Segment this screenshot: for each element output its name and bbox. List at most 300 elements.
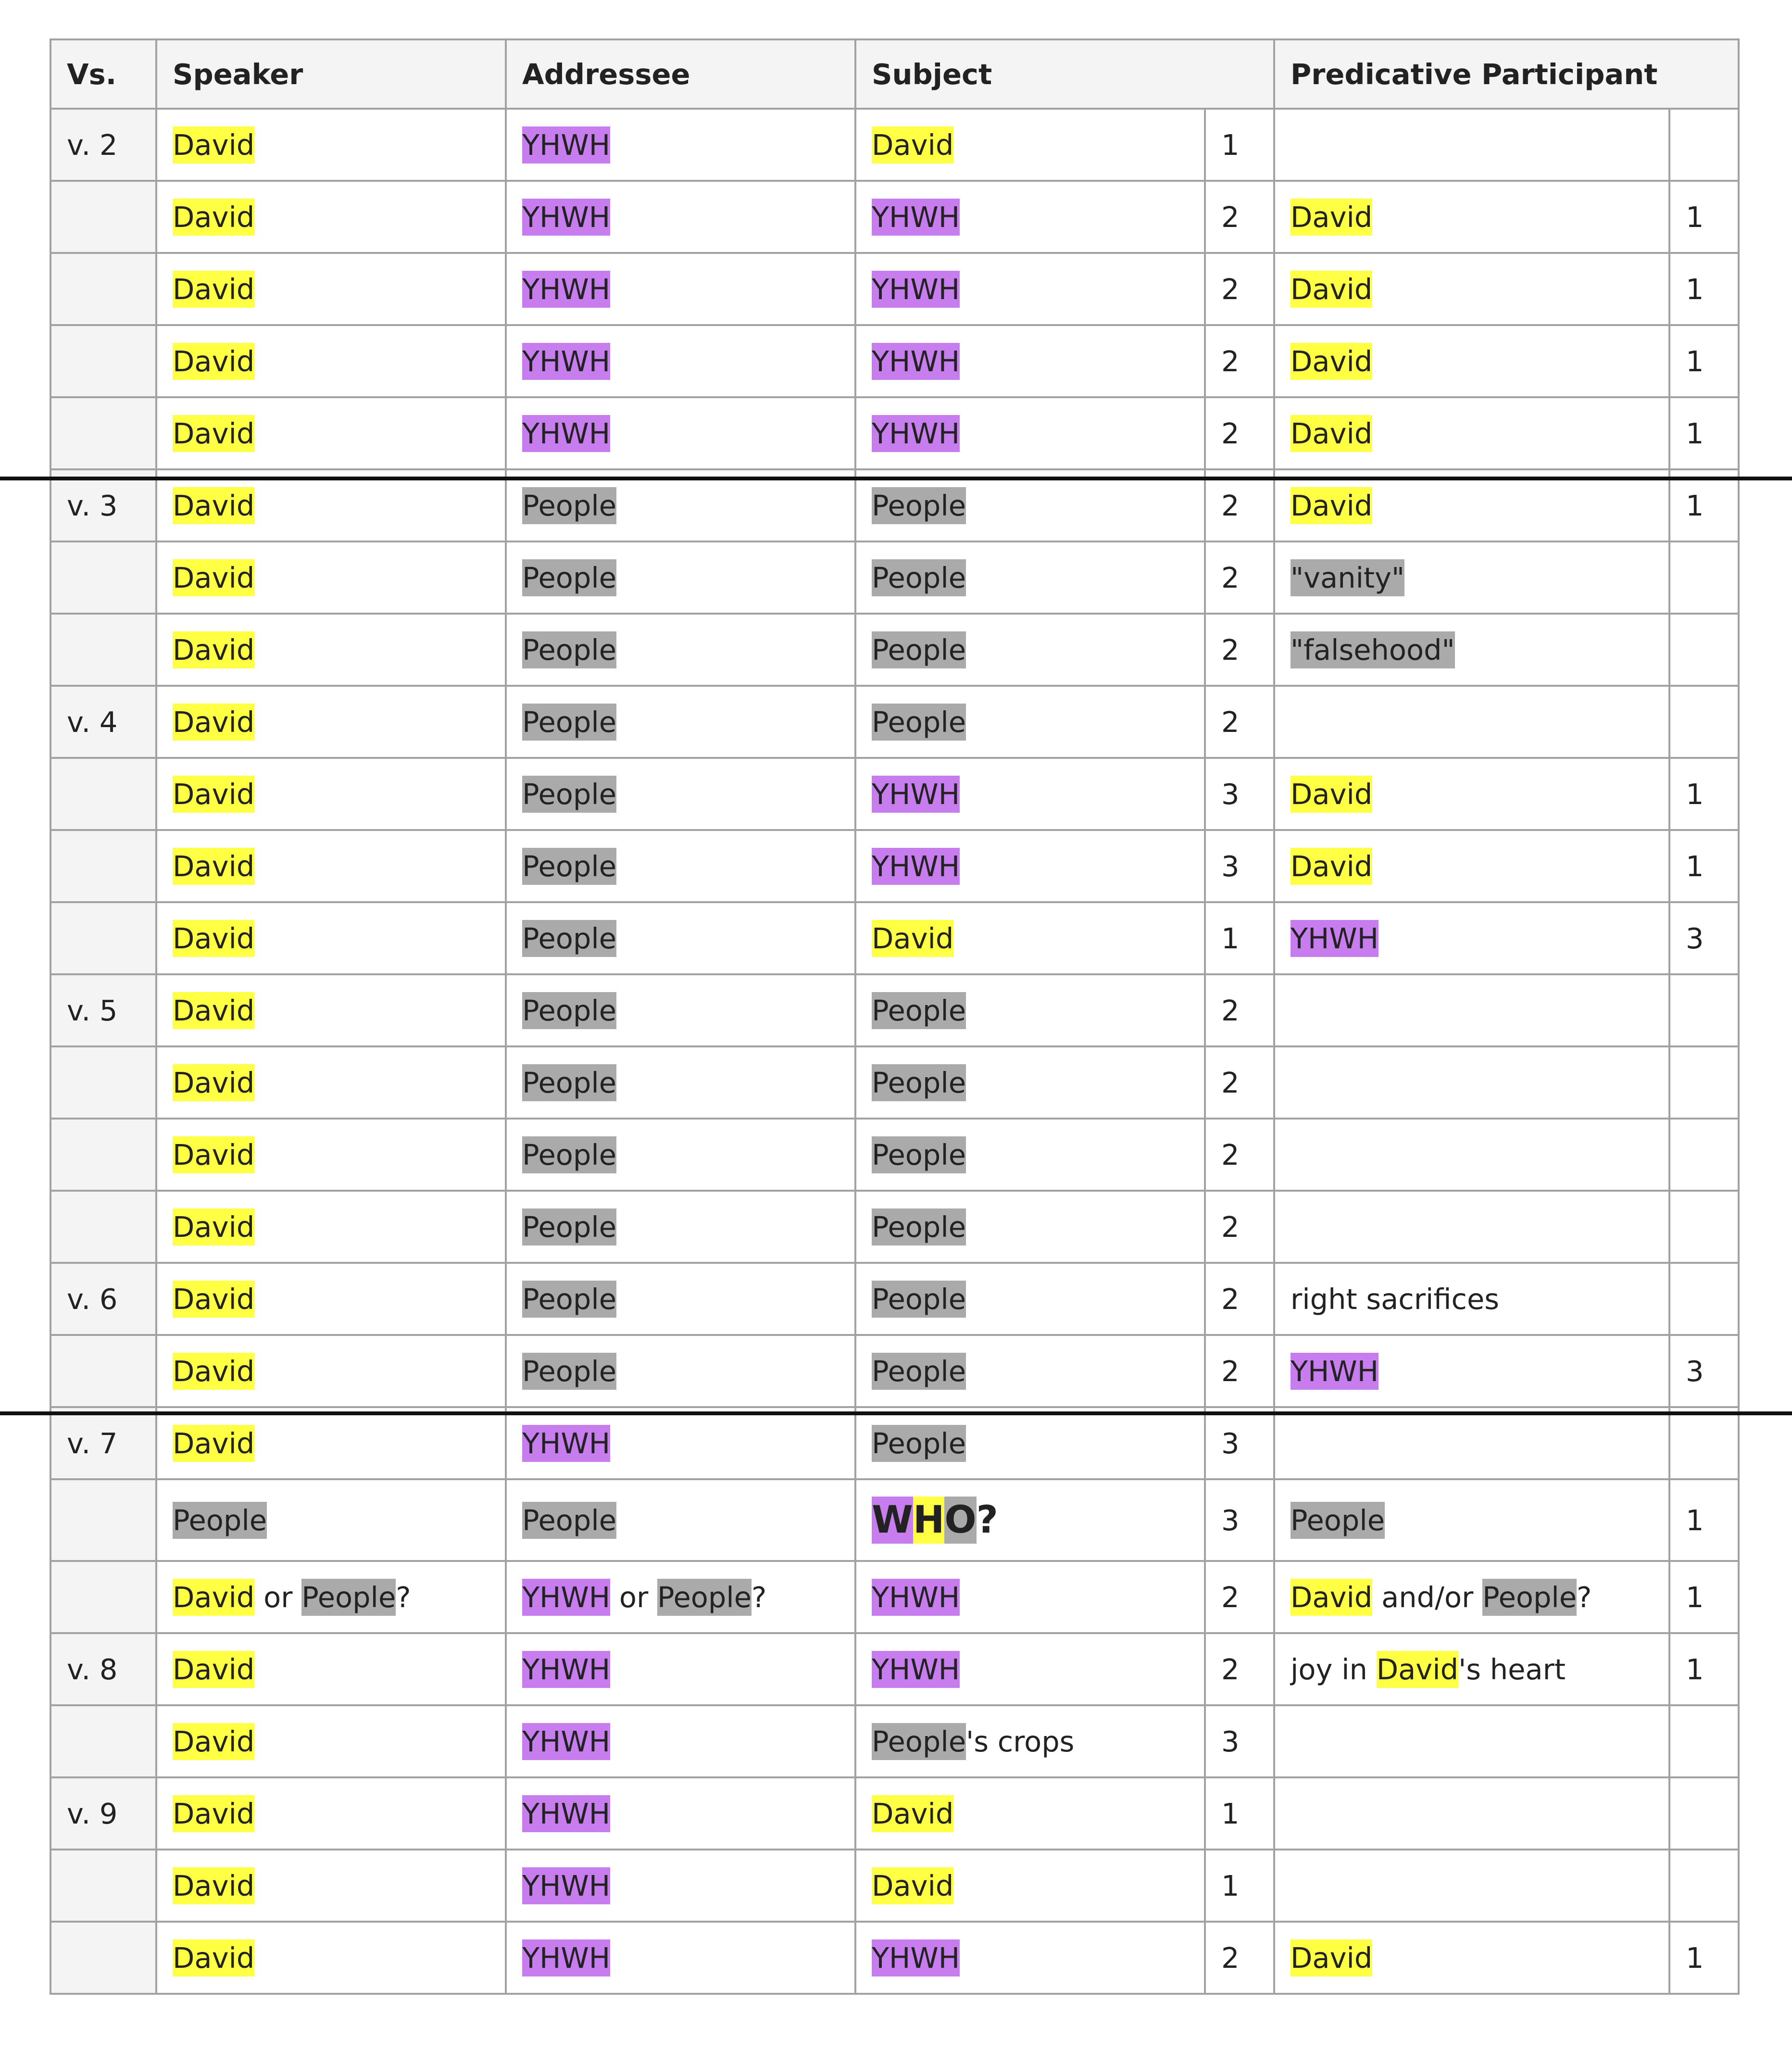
predicative-cell: [1274, 1046, 1669, 1119]
subject-person-number: 1: [1205, 109, 1274, 181]
speaker-cell: [156, 109, 506, 181]
predicative-cell: [1274, 1705, 1669, 1777]
david-tag: David: [1291, 199, 1372, 236]
addressee-cell: [506, 109, 855, 181]
predicative-cell: [1274, 397, 1669, 469]
people-tag: People: [522, 487, 616, 524]
speaker-cell: [156, 1850, 506, 1922]
david-tag: David: [872, 1867, 953, 1904]
subject-person-number: 2: [1205, 541, 1274, 614]
david-tag: David: [1291, 343, 1372, 380]
table-row: [50, 1561, 1739, 1633]
header-speaker: Speaker: [156, 39, 506, 109]
people-tag: People: [872, 1136, 966, 1173]
gray-tag: "vanity": [1291, 559, 1404, 596]
david-tag: David: [173, 1425, 254, 1462]
header-subject: Subject: [855, 39, 1274, 109]
subject-person-number: 2: [1205, 397, 1274, 469]
predicative-person-number: 1: [1669, 758, 1739, 830]
speaker-cell: [156, 902, 506, 974]
verse-cell: v. 2: [50, 109, 156, 181]
predicative-person-number: [1669, 686, 1739, 758]
david-tag: David: [173, 631, 254, 668]
predicative-cell: [1274, 1479, 1669, 1561]
predicative-person-number: [1669, 1263, 1739, 1335]
section-separator-v6-v7: [0, 1411, 1792, 1415]
verse-cell: v. 4: [50, 686, 156, 758]
table-row: [50, 830, 1739, 902]
verse-cell: v. 6: [50, 1263, 156, 1335]
predicative-person-number: 1: [1669, 181, 1739, 253]
table-body: [50, 109, 1739, 1994]
david-tag: David: [1291, 271, 1372, 308]
table-row: [50, 902, 1739, 974]
cell-text: or: [610, 1580, 657, 1614]
table-row: [50, 974, 1739, 1046]
verse-cell: [50, 541, 156, 614]
david-tag: David: [173, 1064, 254, 1101]
addressee-cell: [506, 253, 855, 325]
addressee-cell: [506, 830, 855, 902]
david-tag: David: [173, 1208, 254, 1246]
predicative-cell: [1274, 1191, 1669, 1263]
predicative-person-number: 3: [1669, 1335, 1739, 1407]
subject-cell: [855, 109, 1205, 181]
david-tag: David: [173, 1795, 254, 1832]
predicative-person-number: 1: [1669, 325, 1739, 397]
subject-cell: [855, 253, 1205, 325]
david-tag: David: [173, 1939, 254, 1976]
people-tag: People: [522, 631, 616, 668]
verse-cell: [50, 1561, 156, 1633]
predicative-person-number: 1: [1669, 1922, 1739, 1994]
speaker-cell: [156, 1561, 506, 1633]
david-tag: David: [1291, 776, 1372, 813]
addressee-cell: [506, 1777, 855, 1850]
people-tag: People: [522, 776, 616, 813]
people-tag: People: [522, 1064, 616, 1101]
addressee-cell: [506, 1407, 855, 1479]
yhwh-tag: YHWH: [872, 1651, 960, 1688]
section-separator-v2-v3: [0, 477, 1792, 480]
predicative-person-number: [1669, 1119, 1739, 1191]
david-tag: David: [872, 1795, 953, 1832]
table-row: [50, 1407, 1739, 1479]
predicative-person-number: [1669, 1191, 1739, 1263]
yhwh-tag: YHWH: [1291, 1353, 1378, 1390]
verse-cell: [50, 253, 156, 325]
addressee-cell: [506, 1046, 855, 1119]
table-row: [50, 1119, 1739, 1191]
people-tag: People: [872, 1425, 966, 1462]
subject-person-number: 1: [1205, 1777, 1274, 1850]
subject-person-number: 3: [1205, 1705, 1274, 1777]
david-tag: David: [173, 920, 254, 957]
addressee-cell: [506, 1705, 855, 1777]
predicative-person-number: 1: [1669, 253, 1739, 325]
david-tag: David: [1291, 848, 1372, 885]
speaker-cell: [156, 397, 506, 469]
people-tag: People: [301, 1579, 396, 1616]
subject-person-number: 2: [1205, 686, 1274, 758]
subject-cell: [855, 686, 1205, 758]
addressee-cell: [506, 541, 855, 614]
table-row: [50, 1633, 1739, 1705]
verse-cell: [50, 181, 156, 253]
cell-text: and/or: [1372, 1580, 1483, 1614]
subject-cell: [855, 1705, 1205, 1777]
people-tag: People: [872, 1208, 966, 1246]
predicative-cell: [1274, 1407, 1669, 1479]
predicative-cell: [1274, 902, 1669, 974]
david-tag: David: [1377, 1651, 1458, 1688]
predicative-person-number: [1669, 1777, 1739, 1850]
david-tag: David: [1291, 1579, 1372, 1616]
table-row: [50, 1922, 1739, 1994]
verse-cell: [50, 1335, 156, 1407]
verse-cell: v. 9: [50, 1777, 156, 1850]
speaker-cell: [156, 830, 506, 902]
yhwh-tag: YHWH: [522, 1579, 610, 1616]
predicative-person-number: 1: [1669, 469, 1739, 541]
speaker-cell: [156, 181, 506, 253]
verse-cell: [50, 830, 156, 902]
yhwh-tag: YHWH: [872, 199, 960, 236]
people-tag: People: [522, 704, 616, 741]
verse-cell: [50, 614, 156, 686]
predicative-cell: [1274, 1633, 1669, 1705]
addressee-cell: [506, 1633, 855, 1705]
david-tag: David: [173, 1723, 254, 1760]
yhwh-tag: YHWH: [522, 1651, 610, 1688]
verse-cell: v. 5: [50, 974, 156, 1046]
people-tag: People: [522, 1281, 616, 1318]
speaker-cell: [156, 1777, 506, 1850]
predicative-cell: [1274, 974, 1669, 1046]
yhwh-tag: YHWH: [872, 1579, 960, 1616]
predicative-person-number: [1669, 1705, 1739, 1777]
subject-cell: [855, 614, 1205, 686]
subject-person-number: 2: [1205, 1046, 1274, 1119]
subject-cell: [855, 974, 1205, 1046]
subject-cell: [855, 1479, 1205, 1561]
subject-cell: [855, 1263, 1205, 1335]
people-tag: People: [872, 487, 966, 524]
verse-cell: v. 8: [50, 1633, 156, 1705]
yhwh-tag: YHWH: [872, 848, 960, 885]
predicative-cell: [1274, 1922, 1669, 1994]
people-tag: People: [872, 1064, 966, 1101]
yhwh-tag: YHWH: [522, 1425, 610, 1462]
addressee-cell: [506, 1922, 855, 1994]
people-tag: People: [522, 1502, 616, 1539]
addressee-cell: [506, 397, 855, 469]
people-tag: People: [872, 631, 966, 668]
addressee-cell: [506, 686, 855, 758]
predicative-person-number: [1669, 109, 1739, 181]
predicative-cell: [1274, 1777, 1669, 1850]
participant-table: [50, 38, 1740, 1995]
verse-cell: [50, 758, 156, 830]
yhwh-tag: YHWH: [522, 343, 610, 380]
predicative-person-number: 3: [1669, 902, 1739, 974]
table-row: [50, 397, 1739, 469]
subject-cell: [855, 325, 1205, 397]
cell-text: right sacrifices: [1291, 1282, 1500, 1316]
subject-person-number: 2: [1205, 253, 1274, 325]
people-tag: People: [872, 1281, 966, 1318]
cell-text: ?: [1577, 1580, 1592, 1614]
addressee-cell: [506, 1561, 855, 1633]
people-tag: People: [522, 920, 616, 957]
addressee-cell: [506, 1479, 855, 1561]
people-tag: People: [872, 1723, 966, 1760]
david-tag: David: [1291, 415, 1372, 452]
subject-person-number: 2: [1205, 1335, 1274, 1407]
people-tag: People: [1482, 1579, 1577, 1616]
yhwh-tag: W: [872, 1497, 913, 1544]
david-tag: David: [173, 848, 254, 885]
david-tag: David: [173, 1579, 254, 1616]
yhwh-tag: YHWH: [522, 1795, 610, 1832]
subject-cell: [855, 830, 1205, 902]
addressee-cell: [506, 974, 855, 1046]
subject-person-number: 2: [1205, 1922, 1274, 1994]
speaker-cell: [156, 1407, 506, 1479]
verse-cell: [50, 1705, 156, 1777]
verse-cell: v. 7: [50, 1407, 156, 1479]
subject-person-number: 2: [1205, 1263, 1274, 1335]
speaker-cell: [156, 758, 506, 830]
people-tag: People: [872, 992, 966, 1029]
subject-cell: [855, 1046, 1205, 1119]
yhwh-tag: YHWH: [522, 415, 610, 452]
subject-person-number: 3: [1205, 758, 1274, 830]
david-tag: David: [1291, 1939, 1372, 1976]
subject-cell: [855, 1777, 1205, 1850]
table-row: [50, 253, 1739, 325]
subject-cell: [855, 397, 1205, 469]
people-tag: People: [872, 704, 966, 741]
table-row: [50, 1046, 1739, 1119]
david-tag: David: [173, 992, 254, 1029]
addressee-cell: [506, 1335, 855, 1407]
people-tag: People: [522, 992, 616, 1029]
addressee-cell: [506, 181, 855, 253]
subject-person-number: 2: [1205, 469, 1274, 541]
subject-cell: [855, 541, 1205, 614]
david-tag: David: [173, 415, 254, 452]
speaker-cell: [156, 1191, 506, 1263]
speaker-cell: [156, 614, 506, 686]
speaker-cell: [156, 1633, 506, 1705]
table-row: [50, 686, 1739, 758]
people-tag: People: [522, 848, 616, 885]
yhwh-tag: YHWH: [872, 271, 960, 308]
predicative-person-number: 1: [1669, 1633, 1739, 1705]
subject-person-number: 2: [1205, 1119, 1274, 1191]
predicative-cell: [1274, 1263, 1669, 1335]
david-tag: David: [173, 1651, 254, 1688]
speaker-cell: [156, 1705, 506, 1777]
verse-cell: [50, 1191, 156, 1263]
subject-person-number: 1: [1205, 1850, 1274, 1922]
table-row: [50, 1777, 1739, 1850]
speaker-cell: [156, 1263, 506, 1335]
subject-person-number: 2: [1205, 325, 1274, 397]
david-tag: David: [173, 1136, 254, 1173]
predicative-cell: [1274, 830, 1669, 902]
verse-cell: [50, 902, 156, 974]
predicative-cell: [1274, 686, 1669, 758]
david-tag: David: [173, 343, 254, 380]
speaker-cell: [156, 325, 506, 397]
subject-cell: [855, 1119, 1205, 1191]
cell-text: or: [254, 1580, 302, 1614]
table-row: [50, 1479, 1739, 1561]
speaker-cell: [156, 1335, 506, 1407]
table-row: [50, 1191, 1739, 1263]
david-tag: David: [173, 1867, 254, 1904]
subject-cell: [855, 758, 1205, 830]
subject-person-number: 2: [1205, 974, 1274, 1046]
table-row: [50, 109, 1739, 181]
addressee-cell: [506, 758, 855, 830]
speaker-cell: [156, 974, 506, 1046]
speaker-cell: [156, 1922, 506, 1994]
verse-cell: [50, 1922, 156, 1994]
david-tag: David: [872, 126, 953, 164]
verse-cell: [50, 325, 156, 397]
david-tag: David: [173, 1353, 254, 1390]
predicative-person-number: [1669, 974, 1739, 1046]
david-tag: David: [173, 271, 254, 308]
yhwh-tag: YHWH: [522, 1867, 610, 1904]
table-row: [50, 541, 1739, 614]
people-tag: O: [944, 1497, 976, 1544]
table-row: [50, 1335, 1739, 1407]
david-tag: David: [173, 487, 254, 524]
speaker-cell: [156, 1479, 506, 1561]
subject-person-number: 3: [1205, 830, 1274, 902]
subject-person-number: 2: [1205, 181, 1274, 253]
david-tag: H: [913, 1497, 944, 1544]
verse-cell: [50, 1850, 156, 1922]
cell-text: ?: [396, 1580, 411, 1614]
yhwh-tag: YHWH: [872, 343, 960, 380]
predicative-person-number: [1669, 541, 1739, 614]
yhwh-tag: YHWH: [522, 1723, 610, 1760]
predicative-person-number: 1: [1669, 1479, 1739, 1561]
subject-cell: [855, 1633, 1205, 1705]
predicative-cell: [1274, 325, 1669, 397]
speaker-cell: [156, 253, 506, 325]
predicative-cell: [1274, 1561, 1669, 1633]
subject-cell: [855, 1191, 1205, 1263]
predicative-person-number: [1669, 1850, 1739, 1922]
people-tag: People: [522, 1208, 616, 1246]
david-tag: David: [173, 126, 254, 164]
cell-text: 's heart: [1458, 1652, 1566, 1686]
predicative-cell: [1274, 109, 1669, 181]
subject-person-number: 3: [1205, 1479, 1274, 1561]
predicative-cell: [1274, 1119, 1669, 1191]
subject-person-number: 2: [1205, 1561, 1274, 1633]
predicative-person-number: 1: [1669, 397, 1739, 469]
predicative-cell: [1274, 1850, 1669, 1922]
table-row: [50, 1850, 1739, 1922]
david-tag: David: [173, 704, 254, 741]
david-tag: David: [173, 199, 254, 236]
table-row: [50, 1263, 1739, 1335]
subject-cell: [855, 1922, 1205, 1994]
subject-cell: [855, 1335, 1205, 1407]
speaker-cell: [156, 686, 506, 758]
people-tag: People: [522, 559, 616, 596]
cell-text: joy in: [1291, 1652, 1377, 1686]
people-tag: People: [872, 559, 966, 596]
david-tag: David: [1291, 487, 1372, 524]
predicative-person-number: [1669, 1407, 1739, 1479]
david-tag: David: [173, 1281, 254, 1318]
subject-cell: [855, 1850, 1205, 1922]
verse-cell: [50, 1046, 156, 1119]
addressee-cell: [506, 1191, 855, 1263]
addressee-cell: [506, 1263, 855, 1335]
yhwh-tag: YHWH: [522, 126, 610, 164]
addressee-cell: [506, 1850, 855, 1922]
speaker-cell: [156, 1119, 506, 1191]
people-tag: People: [522, 1353, 616, 1390]
addressee-cell: [506, 1119, 855, 1191]
subject-person-number: 2: [1205, 1191, 1274, 1263]
verse-cell: [50, 397, 156, 469]
subject-person-number: 3: [1205, 1407, 1274, 1479]
david-tag: David: [173, 559, 254, 596]
table-row: [50, 325, 1739, 397]
predicative-person-number: 1: [1669, 1561, 1739, 1633]
subject-cell: [855, 181, 1205, 253]
subject-cell: [855, 1561, 1205, 1633]
people-tag: People: [657, 1579, 752, 1616]
header-predicative-participant: Predicative Participant: [1274, 39, 1739, 109]
speaker-cell: [156, 1046, 506, 1119]
addressee-cell: [506, 325, 855, 397]
verse-cell: [50, 1479, 156, 1561]
yhwh-tag: YHWH: [522, 271, 610, 308]
gray-tag: "falsehood": [1291, 631, 1455, 668]
predicative-cell: [1274, 614, 1669, 686]
table-row: [50, 181, 1739, 253]
predicative-person-number: [1669, 614, 1739, 686]
predicative-cell: [1274, 181, 1669, 253]
yhwh-tag: YHWH: [1291, 920, 1378, 957]
addressee-cell: [506, 902, 855, 974]
predicative-person-number: 1: [1669, 830, 1739, 902]
header-vs: Vs.: [50, 39, 156, 109]
predicative-cell: [1274, 253, 1669, 325]
yhwh-tag: YHWH: [872, 1939, 960, 1976]
table-row: [50, 614, 1739, 686]
verse-cell: [50, 1119, 156, 1191]
predicative-cell: [1274, 758, 1669, 830]
speaker-cell: [156, 541, 506, 614]
yhwh-tag: YHWH: [872, 776, 960, 813]
yhwh-tag: YHWH: [522, 1939, 610, 1976]
cell-text: ?: [976, 1498, 998, 1542]
yhwh-tag: YHWH: [522, 199, 610, 236]
predicative-person-number: [1669, 1046, 1739, 1119]
